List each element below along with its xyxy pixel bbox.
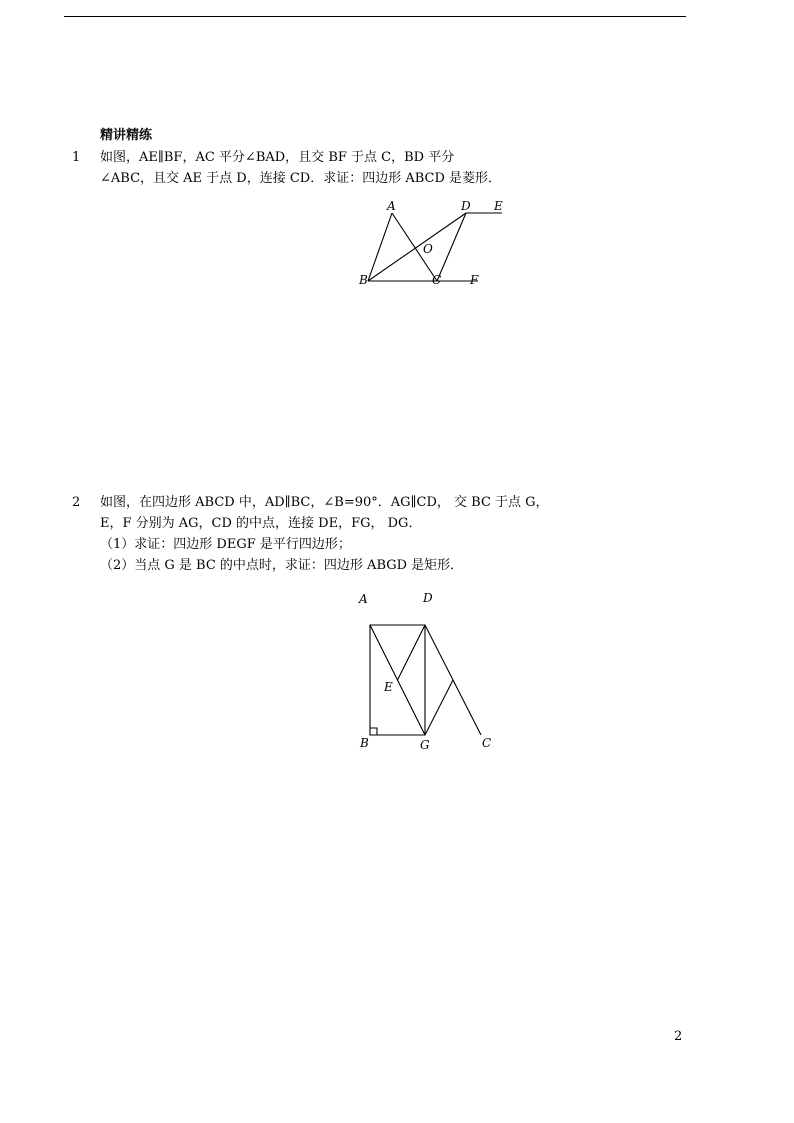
label-E: E xyxy=(494,199,503,213)
label-O: O xyxy=(423,242,433,256)
label-A: A xyxy=(387,199,396,213)
page-number: 2 xyxy=(674,1029,683,1044)
label-F: F xyxy=(470,273,479,287)
label-A: A xyxy=(359,592,368,606)
problem1-figure xyxy=(350,195,520,295)
label-C: C xyxy=(482,736,492,750)
problem2-line3: （1）求证：四边形 DEGF 是平行四边形； xyxy=(100,537,351,552)
label-D: D xyxy=(461,199,471,213)
label-B: B xyxy=(360,736,369,750)
label-C: C xyxy=(432,273,442,287)
label-E: E xyxy=(384,680,393,694)
section-title: 精讲精练 xyxy=(100,128,153,143)
right-angle-mark xyxy=(370,728,377,735)
problem1-line2: ∠ABC，且交 AE 于点 D，连接 CD．求证：四边形 ABCD 是菱形． xyxy=(100,171,502,186)
label-G: G xyxy=(420,738,430,752)
problem1-number: 1 xyxy=(72,150,81,165)
problem2-line1: 如图，在四边形 ABCD 中，AD∥BC，∠B=90°．AG∥CD， 交 BC 于点 G， xyxy=(100,495,549,510)
segment-DE xyxy=(398,625,426,680)
problem2-number: 2 xyxy=(72,495,81,510)
segment-FG xyxy=(425,680,453,735)
label-D: D xyxy=(423,591,433,605)
label-B: B xyxy=(359,273,368,287)
problem2-figure xyxy=(350,585,510,760)
header-rule xyxy=(64,16,686,17)
problem1-line1: 如图，AE∥BF，AC 平分∠BAD，且交 BF 于点 C，BD 平分 xyxy=(100,150,455,165)
problem2-line4: （2）当点 G 是 BC 的中点时，求证：四边形 ABGD 是矩形． xyxy=(100,558,464,573)
problem2-line2: E，F 分别为 AG，CD 的中点，连接 DE，FG， DG． xyxy=(100,516,422,531)
segment-BA xyxy=(368,213,392,281)
